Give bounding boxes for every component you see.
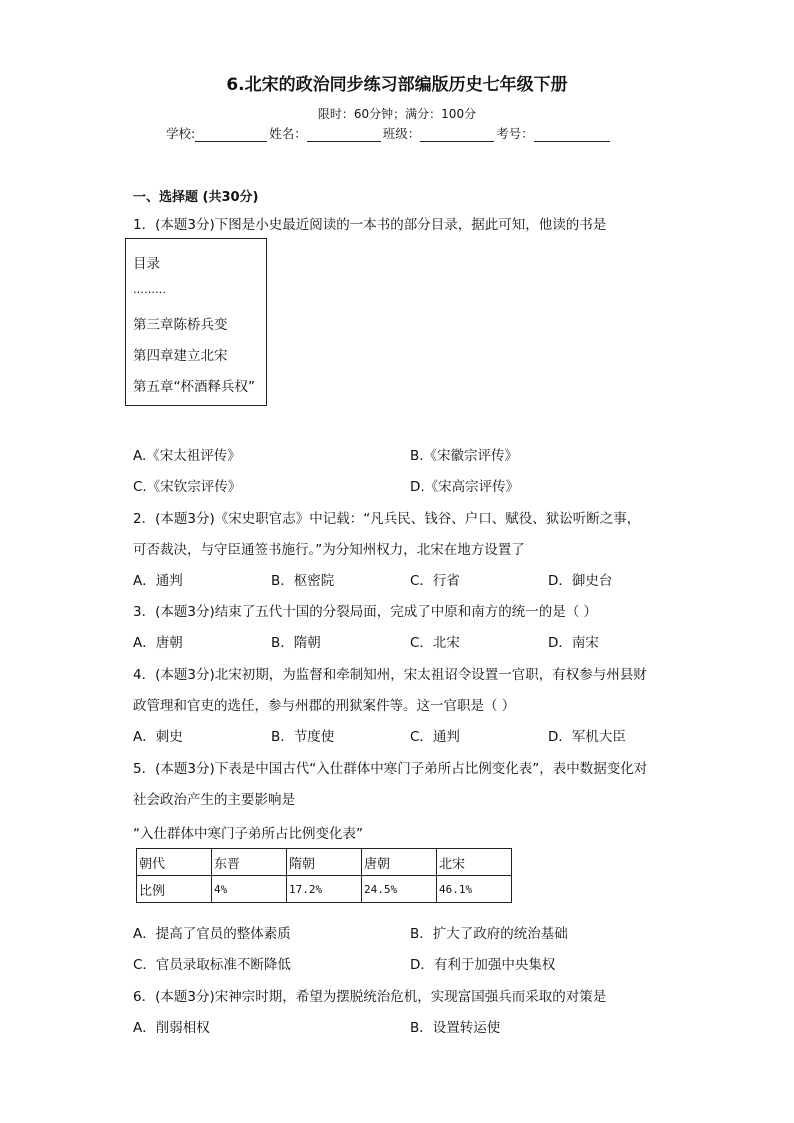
q2-option-a[interactable]: A．通判 (133, 573, 183, 589)
q4-option-c[interactable]: C．通判 (410, 729, 460, 745)
q2-option-d[interactable]: D．御史台 (548, 573, 613, 589)
q5-option-a[interactable]: A．提高了官员的整体素质 (133, 926, 291, 942)
toc-line: 第五章“杯酒释兵权” (133, 379, 255, 395)
student-info-row (166, 124, 612, 142)
class-blank[interactable] (420, 127, 494, 142)
question-3-stem: 3．(本题3分)结束了五代十国的分裂局面，完成了中原和南方的统一的是（ ） (133, 604, 598, 620)
table-cell: 朝代 (137, 849, 212, 876)
q6-option-b[interactable]: B．设置转运使 (410, 1020, 501, 1036)
q3-option-b[interactable]: B．隋朝 (271, 635, 321, 651)
table-cell: 比例 (137, 876, 212, 903)
question-1-stem: 1．(本题3分)下图是小史最近阅读的一本书的部分目录，据此可知，他读的书是 (133, 217, 607, 233)
table-cell: 17.2% (287, 876, 362, 903)
exam-number-blank[interactable] (534, 127, 610, 142)
table-cell: 24.5% (362, 876, 437, 903)
q1-option-c[interactable]: C.《宋钦宗评传》 (133, 479, 242, 495)
q4-option-b[interactable]: B．节度使 (271, 729, 335, 745)
q3-option-a[interactable]: A．唐朝 (133, 635, 183, 651)
question-4-stem: 4．(本题3分)北宋初期，为监督和牵制知州，宋太祖诏令设置一官职，有权参与州县财 (133, 667, 647, 683)
q5-option-b[interactable]: B．扩大了政府的统治基础 (410, 926, 568, 942)
q1-option-d[interactable]: D.《宋高宗评传》 (410, 479, 520, 495)
q4-option-a[interactable]: A．刺史 (133, 729, 183, 745)
q4-option-d[interactable]: D．军机大臣 (548, 729, 626, 745)
q2-option-c[interactable]: C．行省 (410, 573, 460, 589)
q5-option-d[interactable]: D．有利于加强中央集权 (410, 957, 556, 973)
question-5-stem: 5．(本题3分)下表是中国古代“入仕群体中寒门子弟所占比例变化表”，表中数据变化对 (133, 761, 648, 777)
exam-number-label: 考号： (496, 126, 534, 141)
page-title: 6.北宋的政治同步练习部编版历史七年级下册 (226, 75, 568, 95)
q1-option-a[interactable]: A.《宋太祖评传》 (133, 448, 241, 464)
toc-line: 第三章陈桥兵变 (133, 317, 228, 333)
question-2-stem-cont: 可否裁决，与守臣通签书施行。”为分知州权力，北宋在地方设置了 (133, 542, 525, 558)
name-label: 姓名： (269, 126, 307, 141)
table-of-contents-box (125, 238, 267, 406)
school-blank[interactable] (195, 127, 267, 142)
table-cell: 4% (212, 876, 287, 903)
q1-option-b[interactable]: B.《宋徽宗评传》 (410, 448, 519, 464)
toc-line: 第四章建立北宋 (133, 348, 228, 364)
school-label: 学校: (166, 126, 196, 141)
table-cell: 隋朝 (287, 849, 362, 876)
table-caption: “入仕群体中寒门子弟所占比例变化表” (133, 826, 363, 842)
question-4-stem-cont: 政管理和官吏的选任，参与州郡的刑狱案件等。这一官职是（ ） (133, 698, 516, 714)
class-label: 班级： (382, 126, 421, 141)
name-blank[interactable] (307, 127, 381, 142)
table-row (137, 849, 512, 876)
toc-line: 目录 (133, 256, 160, 272)
section-heading: 一、选择题 (共30分) (133, 190, 259, 205)
table-row (137, 876, 512, 903)
q3-option-d[interactable]: D．南宋 (548, 635, 599, 651)
q3-option-c[interactable]: C．北宋 (410, 635, 460, 651)
q6-option-a[interactable]: A．削弱相权 (133, 1020, 210, 1036)
q2-option-b[interactable]: B．枢密院 (271, 573, 335, 589)
table-cell: 唐朝 (362, 849, 437, 876)
table-cell: 东晋 (212, 849, 287, 876)
q5-option-c[interactable]: C．官员录取标准不断降低 (133, 957, 291, 973)
question-6-stem: 6．(本题3分)宋神宗时期，希望为摆脱统治危机，实现富国强兵而采取的对策是 (133, 989, 607, 1005)
question-2-stem: 2．(本题3分)《宋史职官志》中记载：“凡兵民、钱谷、户口、赋役、狱讼听断之事， (133, 511, 641, 527)
question-5-stem-cont: 社会政治产生的主要影响是 (133, 792, 295, 808)
toc-line: ……… (133, 283, 166, 296)
ratio-table (136, 848, 512, 903)
table-cell: 46.1% (437, 876, 512, 903)
exam-limits: 限时：60分钟；满分：100分 (317, 107, 477, 121)
table-cell: 北宋 (437, 849, 512, 876)
